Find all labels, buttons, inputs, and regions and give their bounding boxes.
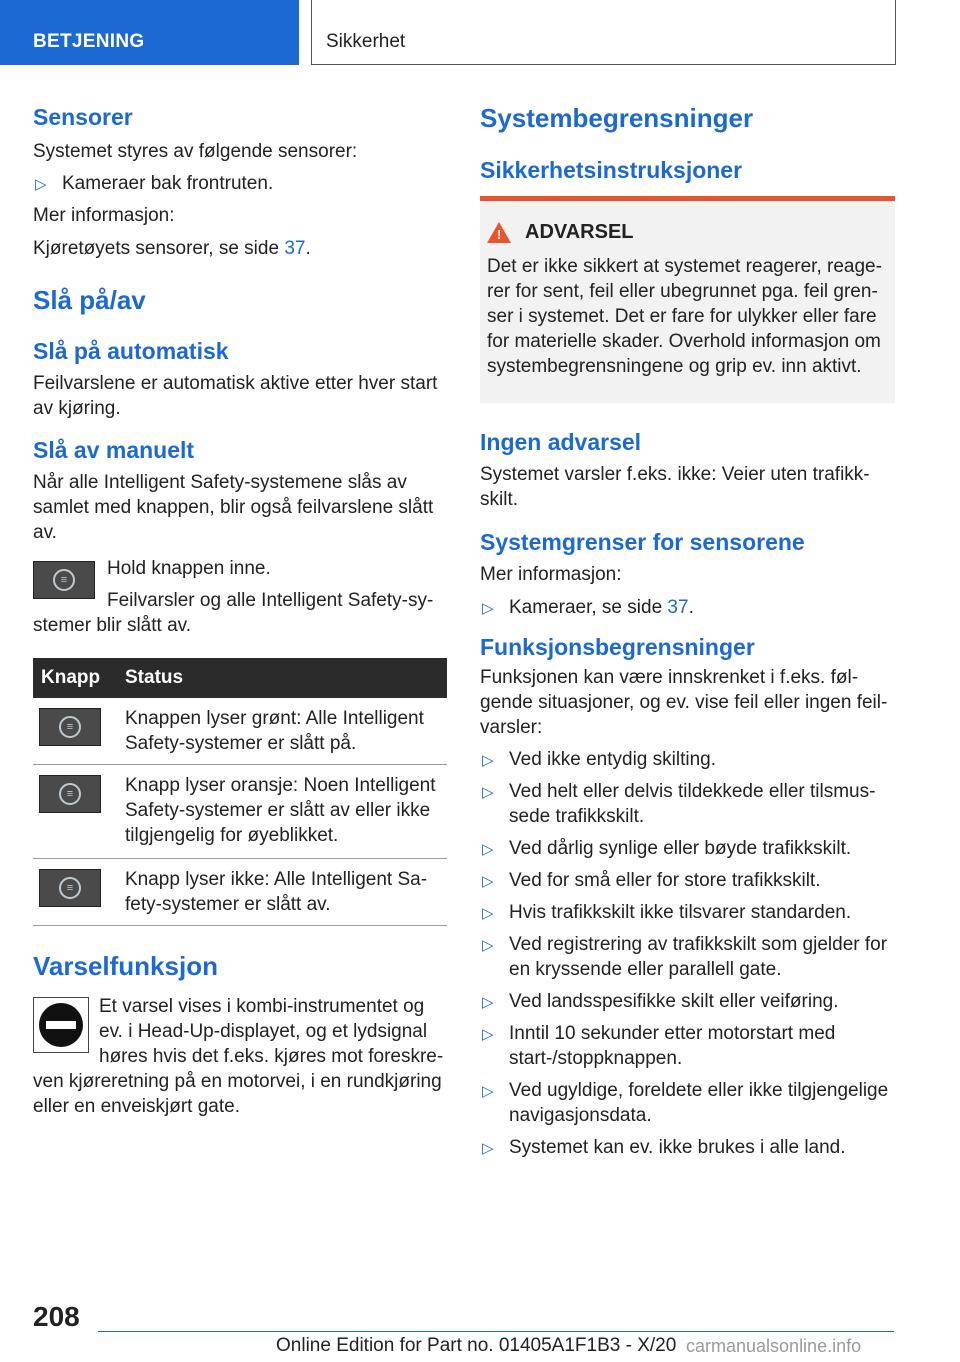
bullet-triangle-icon: ▷ bbox=[482, 937, 494, 954]
header-section-tab bbox=[0, 0, 299, 65]
right-column bbox=[480, 100, 895, 1167]
list-item: ▷ Ved dårlig synlige eller bøyde trafikkskilt. bbox=[480, 836, 895, 861]
table-header-row bbox=[33, 658, 447, 698]
sensorer-heading: Sensorer bbox=[33, 104, 133, 130]
kamera-page-link[interactable]: 37 bbox=[667, 597, 689, 618]
list-item: ▷ Hvis trafikkskilt ikke tilsvarer standarden. bbox=[480, 900, 895, 925]
funksjonsbegrensninger-heading: Funksjonsbegrensninger bbox=[480, 634, 755, 660]
col-status-header: Status bbox=[117, 658, 447, 698]
bullet-triangle-icon: ▷ bbox=[482, 752, 494, 769]
table-row bbox=[33, 765, 447, 859]
bullet-triangle-icon: ▷ bbox=[482, 994, 494, 1011]
sensorer-bullet: ▷ Kameraer bak frontruten. bbox=[33, 171, 447, 196]
table-cell-status: Knapp lyser ikke: Alle Intelligent Sa-fety-systemer er slått av. bbox=[117, 859, 447, 926]
sensorer-intro: Systemet styres av følgende sensorer: bbox=[33, 141, 358, 162]
safety-button-icon: ≡ bbox=[59, 716, 81, 738]
warning-label: ADVARSEL bbox=[525, 221, 634, 243]
feil-text: Feilvarsler og alle Intelligent Safety-sy- bbox=[107, 590, 434, 611]
col-knapp-header: Knapp bbox=[33, 658, 117, 698]
sikkerhetsinstruksjoner-heading: Sikkerhetsinstruksjoner bbox=[480, 157, 743, 183]
warning-triangle-icon: ! bbox=[487, 222, 511, 243]
funk-bullet-list bbox=[480, 747, 895, 1160]
header-chapter-box bbox=[311, 0, 896, 65]
table-row bbox=[33, 698, 447, 765]
feil-text-cont: stemer blir slått av. bbox=[33, 615, 192, 636]
safety-button-icon: ≡ bbox=[59, 783, 81, 805]
warning-title bbox=[487, 221, 888, 244]
varsel-text: Et varsel vises i kombi-instrumentet og ev. i Head-Up-displayet, og et lydsignal høres hvis det f.eks. kjøres mot foreskre- bbox=[99, 996, 444, 1067]
list-item: ▷ Ved helt eller delvis tildekkede eller tilsmus-sede trafikkskilt. bbox=[482, 781, 876, 827]
mer-info-text: Mer informasjon: bbox=[33, 205, 175, 226]
status-table bbox=[33, 658, 447, 926]
ingen-advarsel-text: Systemet varsler f.eks. ikke: Veier uten trafikk-skilt. bbox=[480, 464, 870, 510]
warning-text: Det er ikke sikkert at systemet reagerer, reage-rer for sent, feil eller ubegrunnet pga. feil gren-ser i systemet. Det er fare for ulykker eller fare for materielle skader. Overhold informasjon om systembegrensningene og grip ev. inn aktivt. bbox=[487, 256, 882, 377]
button-off-image bbox=[39, 869, 101, 907]
left-column bbox=[33, 100, 447, 1119]
systembegrensninger-heading: Systembegrensninger bbox=[480, 103, 754, 133]
table-cell-status: Knappen lyser grønt: Alle Intelligent Safety-systemer er slått på. bbox=[117, 698, 447, 765]
list-item: ▷ Ved registrering av trafikkskilt som gjelder for en kryssende eller parallell gate. bbox=[482, 934, 888, 980]
footer-divider bbox=[98, 1331, 894, 1332]
bullet-triangle-icon: ▷ bbox=[482, 905, 494, 922]
hold-text: Hold knappen inne. bbox=[107, 558, 271, 579]
list-item: ▷ Ved ikke entydig skilting. bbox=[480, 747, 895, 772]
bullet-triangle-icon: ▷ bbox=[35, 176, 47, 193]
table-row bbox=[33, 859, 447, 926]
bullet-triangle-icon: ▷ bbox=[482, 600, 494, 617]
kamera-ref-bullet: ▷ Kameraer, se side 37. bbox=[480, 595, 895, 620]
funk-intro: Funksjonen kan være innskrenket i f.eks. føl-gende situasjoner, og ev. vise feil eller ingen feil-varsler: bbox=[480, 667, 888, 738]
sla-av-heading: Slå av manuelt bbox=[33, 437, 195, 463]
bullet-triangle-icon: ▷ bbox=[482, 841, 494, 858]
list-item: ▷ Ved landsspesifikke skilt eller veiføring. bbox=[480, 989, 895, 1014]
sla-heading: Slå på/av bbox=[33, 285, 146, 315]
bullet-triangle-icon: ▷ bbox=[482, 1026, 494, 1043]
header-section-label: BETJENING bbox=[33, 31, 145, 52]
bullet-triangle-icon: ▷ bbox=[482, 1140, 494, 1157]
list-item: ▷ Systemet kan ev. ikke brukes i alle land. bbox=[480, 1135, 895, 1160]
sensors-page-link[interactable]: 37 bbox=[284, 238, 306, 259]
varsel-row bbox=[33, 994, 447, 1069]
safety-button-icon: ≡ bbox=[59, 877, 81, 899]
systemgrenser-heading: Systemgrenser for sensorene bbox=[480, 529, 805, 555]
varsel-heading: Varselfunksjon bbox=[33, 951, 218, 981]
hold-button-row bbox=[33, 556, 447, 613]
varsel-text-cont: ven kjøreretning på en motorvei, i en rundkjøring eller en enveiskjørt gate. bbox=[33, 1071, 442, 1117]
button-green-image bbox=[39, 708, 101, 746]
list-item: ▷ Ved ugyldige, foreldete eller ikke tilgjengelige navigasjonsdata. bbox=[482, 1080, 889, 1126]
bullet-triangle-icon: ▷ bbox=[482, 784, 494, 801]
table-cell-status: Knapp lyser oransje: Noen Intelligent Safety-systemer er slått av eller ikke tilgjengelig for øyeblikket. bbox=[117, 765, 447, 859]
watermark-logo: carmanualsonline.info bbox=[686, 1336, 862, 1356]
header-chapter-label: Sikkerhet bbox=[326, 31, 406, 52]
warning-box bbox=[480, 196, 895, 403]
bullet-triangle-icon: ▷ bbox=[482, 1083, 494, 1100]
bullet-triangle-icon: ▷ bbox=[482, 873, 494, 890]
sensors-reference: Kjøretøyets sensorer, se side 37. bbox=[33, 238, 311, 259]
list-item: ▷ Inntil 10 sekunder etter motorstart med start-/stoppknappen. bbox=[482, 1023, 836, 1069]
sla-av-text: Når alle Intelligent Safety-systemene slås av samlet med knappen, blir også feilvarslene slått av. bbox=[33, 472, 434, 543]
page-number: 208 bbox=[33, 1301, 80, 1332]
sla-auto-text: Feilvarslene er automatisk aktive etter hver start av kjøring. bbox=[33, 373, 438, 419]
list-item: ▷ Ved for små eller for store trafikkskilt. bbox=[480, 868, 895, 893]
button-orange-image bbox=[39, 775, 101, 813]
footer-edition: Online Edition for Part no. 01405A1F1B3 - X/20 bbox=[276, 1335, 677, 1356]
ingen-advarsel-heading: Ingen advarsel bbox=[480, 429, 642, 455]
safety-button-icon: ≡ bbox=[53, 569, 75, 591]
safety-button-image bbox=[33, 561, 95, 599]
mer-info-text: Mer informasjon: bbox=[480, 564, 622, 585]
no-entry-icon bbox=[33, 997, 89, 1053]
sla-auto-heading: Slå på automatisk bbox=[33, 338, 229, 364]
